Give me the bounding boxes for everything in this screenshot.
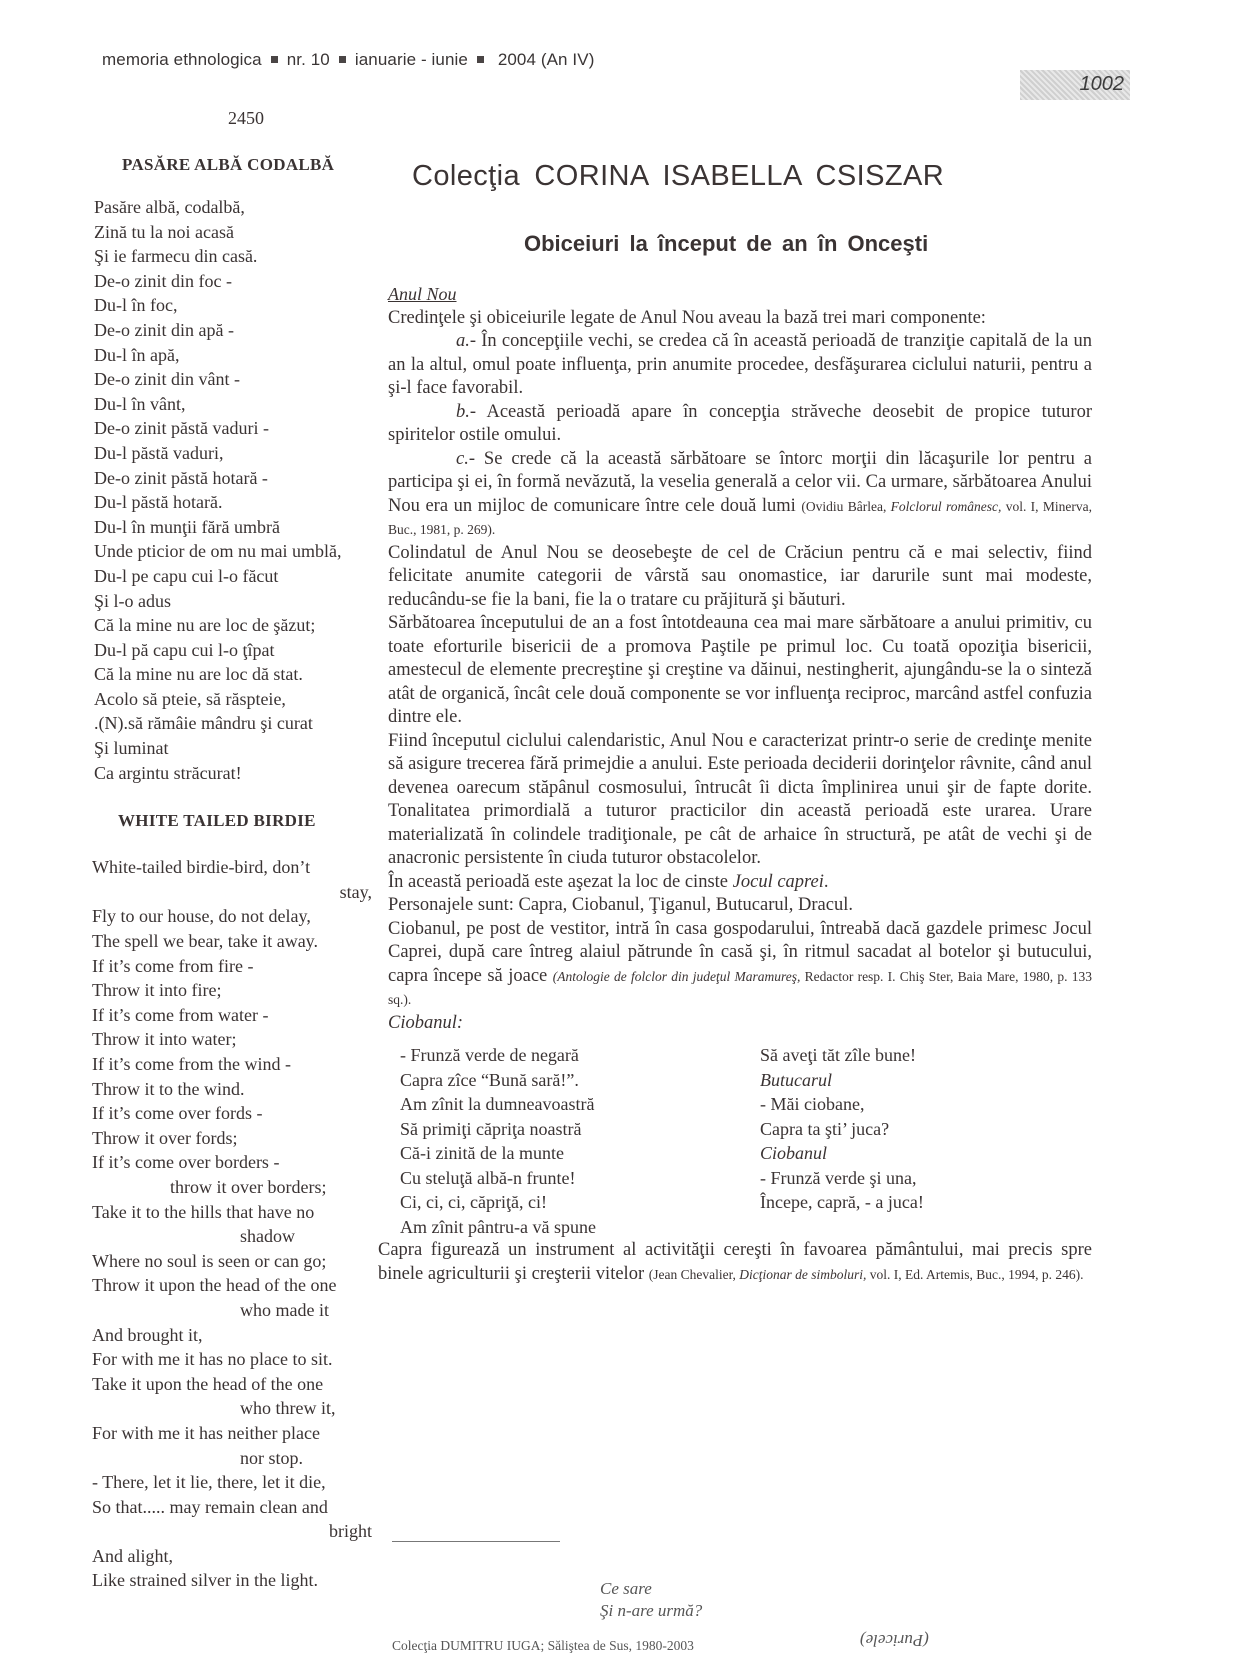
point-a: a.- În concepţiile vechi, se credea că în această perioadă de tranziţie capitală de la un an la altul, omul poate influenţa, prin anumite procedee, desfăşurarea ciclului naturii, pentru a şi-l face favorabil. [388,331,1092,398]
poem-line: Du-l păstă hotară. [94,492,223,513]
paragraph-colindat: Colindatul de Anul Nou se deosebeşte de cel de Crăciun pentru că e mai selectiv, fiind felicitate anumite categorii de vârstă sau onomastice, iar darurile sunt mai modeste, reducându-se fie la bani, fie la o tratare cu prăjitură şi băuturi. [388,542,1092,610]
verse-line: Am zînit la dumneavoastră [400,1094,595,1114]
paragraph-jocul-caprei: În această perioadă este aşezat la loc de cinste Jocul caprei. [388,871,829,892]
poem-line: who made it [240,1299,329,1320]
verse-line: Să primiţi căpriţa noastră [400,1118,582,1139]
verse-line: Că-i zinită de la munte [400,1143,564,1163]
poem-line: Zină tu la noi acasă [94,221,234,242]
reference-chevalier: (Jean Chevalier, Dicţionar de simboluri, vol. I, Ed. Artemis, Buc., 1994, p. 246). [648,1266,1084,1282]
verse-line: Să aveţi tăt zîle bune! [760,1045,916,1065]
journal-header [102,50,594,70]
journal-name: memoria ethnologica [102,50,262,69]
square-bullet-icon [339,56,346,63]
footnote-divider [392,1541,560,1542]
poem-line: Take it upon the head of the one [92,1373,324,1394]
collection-title: Colecţia CORINA ISABELLA CSISZAR [412,160,945,192]
poem-line: nor stop. [240,1447,303,1468]
closing-paragraph: Capra figurează un instrument al activităţii cereşti în favoarea pământului, mai precis spre binele agriculturii şi creşterii vitelor (Jean Chevalier, Dicţionar de simboluri, vol. I, Ed. Artemis, Buc., 1994, p. 246). [378,1240,1092,1284]
poem-line: So that..... may remain clean and [92,1496,328,1517]
poem-line: Du-l în munţii fără umbră [94,516,280,537]
poem-line: Acolo să pteie, să răspteie, [94,688,286,709]
poem-line: And brought it, [92,1324,203,1345]
poem-line: White-tailed birdie-bird, don’t [92,857,311,878]
poem-line: Throw it upon the head of the one [92,1275,337,1296]
verse-line: Capra zîce “Bună sară!”. [400,1069,579,1090]
poem-line: Like strained silver in the light. [92,1570,318,1591]
poem-line: Şi l-o adus [94,590,172,611]
poem-line: Unde pticior de om nu mai umblă, [94,541,342,562]
verse-line: - Frunză verde şi una, [760,1167,917,1188]
verse-line: Ci, ci, ci, căpriţă, ci! [400,1192,547,1212]
riddle [600,1578,702,1622]
reference-barlea: (Ovidiu Bârlea, Folclorul românesc, vol. I, Minerva, Buc., 1981, p. 269). [388,498,1092,537]
poem-line: For with me it has neither place [92,1422,320,1443]
page-number: 1002 [1020,70,1130,100]
riddle-answer-upside-down: (Puricele) [860,1631,929,1650]
left-column [82,155,382,1593]
poem-english [92,855,372,1593]
poem-line: Du-l în apă, [94,344,180,365]
verse-line: Am zînit pântru-a vă spune [400,1216,596,1237]
verse-line: - Măi ciobane, [760,1094,865,1114]
poem-line: Pasăre albă, codalbă, [94,197,245,217]
footer-collection: Colecţia DUMITRU IUGA; Sălіştea de Sus, 1980-2003 [392,1638,694,1653]
poem-line: Că la mine nu are loc de şăzut; [94,615,316,636]
poem-line: who threw it, [240,1398,336,1419]
goat-verses [400,1043,1092,1239]
poem-line: If it’s come over fords - [92,1103,263,1124]
poem-line: And alight, [92,1545,173,1566]
poem-line: Throw it to the wind. [92,1078,245,1099]
verse-line: Cu steluţă albă-n frunte! [400,1167,576,1188]
intro-paragraph: Credinţele şi obiceiurile legate de Anul Nou aveau la bază trei mari componente: [388,307,986,328]
poem-line: Throw it into water; [92,1029,237,1050]
poem-line: throw it over borders; [170,1176,327,1197]
poem-line: .(N).să rămâie mândru şi curat [94,713,313,734]
poem-line: shadow [240,1226,295,1247]
poem-line: De-o zinit din vânt - [94,369,240,390]
poem-line: Du-l în vânt, [94,393,186,414]
poem-line: Că la mine nu are loc dă stat. [94,664,303,685]
issue-period: ianuarie - iunie [354,50,468,69]
poem-line: Ca argintu străcurat! [94,762,242,783]
poem-title-romanian: PASĂRE ALBĂ CODALBĂ [122,155,335,174]
riddle-line-2: Şi n-are urmă? [600,1601,703,1620]
poem-line: If it’s come from water - [92,1004,269,1025]
speaker-label: Ciobanul: [388,1012,464,1033]
poem-line: If it’s come from fire - [92,955,254,976]
square-bullet-icon [271,56,278,63]
poem-line: Where no soul is seen or can go; [92,1250,327,1271]
main-column [378,160,1092,1286]
poem-line: For with me it has no place to sit. [92,1349,333,1370]
poem-line: De-o zinit păstă hotară - [94,467,268,488]
poem-title-english: WHITE TAILED BIRDIE [118,811,316,831]
riddle-line-1: Ce sare [600,1579,652,1598]
poem-line: De-o zinit din apă - [94,319,234,340]
verse-line: Începe, capră, - a juca! [760,1192,924,1212]
paragraph-personaje: Personajele sunt: Capra, Ciobanul, Ţiganul, Butucarul, Dracul. [388,895,853,915]
poem-line: The spell we bear, take it away. [92,931,319,952]
paragraph-ciclul: Fiind începutul ciclului calendaristic, Anul Nou e caracterizat printr-o serie de credinţe menite să asigure trecerea fără primejdie a anului. Este perioada deciderii dorinţelor râvnite, când anul devenea oarecum stăpânul cosmosului, întrucât îi dicta împlinirea unui şir de fapte dorite. Tonalitatea primordială a tuturor practicilor din această perioadă este urarea. Urare materializată în colindele tradiţionale, pe cât de arhaice în structură, pe atât de vechi şi de anacronic persistente în ciuda tuturor obstacolelor. [388,730,1092,868]
reference-antologie: (Antologie de folclor din judeţul Maramureş, Redactor resp. I. Chiş Ster, Baia Mare, 1980, p. 133 sq.). [388,968,1092,1007]
speaker-name: Butucarul [760,1069,832,1090]
poem-line: stay, [339,881,372,902]
poem-line: Şi ie farmecu din casă. [94,246,258,267]
poem-line: If it’s come over borders - [92,1152,280,1173]
section-label: Anul Nou [388,284,457,304]
poem-line: De-o zinit păstă vaduri - [94,418,269,439]
point-c: c.- Se crede că la această sărbătoare se întorc morţii din lăcaşurile lor pentru a participa şi ei, în formă nevăzută, la veselia generală a celor vii. Ca urmare, sărbătoarea Anului Nou era un mijloc de comunicare între cele două lumi (Ovidiu Bârlea, Folclorul românesc, vol. I, Minerva, Buc., 1981, p. 269). [388,448,1092,537]
poem-line: Şi luminat [94,738,169,759]
verse-line: - Frunză verde de negară [400,1045,579,1065]
verses-column-1 [400,1043,760,1239]
paragraph-ciobanul: Ciobanul, pe post de vestitor, intră în casa gospodarului, întreabă dacă gazdele primesc Jocul Caprei, după care întreg alaiul pătrunde în casă şi, în ritmul sacadat al botelor şi butucului, capra începe să joace (Antologie de folclor din judeţul Maramureş, Redactor resp. I. Chiş Ster, Baia Mare, 1980, p. 133 sq.). [388,918,1092,1007]
verse-line: Capra ta şti’ juca? [760,1118,890,1139]
poem-line: Take it to the hills that have no [92,1201,315,1222]
issue-number: nr. 10 [286,50,330,69]
poem-line: Throw it into fire; [92,980,222,1001]
verses-column-2 [760,1043,1060,1239]
poem-line: Du-l pe capu cui l-o făcut [94,565,279,586]
poem-line: Throw it over fords; [92,1127,238,1148]
poem-line: bright [329,1521,372,1542]
article-title: Obiceiuri la început de an în Onceşti [524,231,929,256]
square-bullet-icon [477,56,484,63]
poem-line: If it’s come from the wind - [92,1054,291,1074]
article-body [378,283,1092,1286]
issue-year: 2004 (An IV) [497,50,595,69]
poem-romanian [94,195,382,785]
speaker-name: Ciobanul [760,1143,828,1163]
poem-line: Du-l pă capu cui l-o ţîpat [94,639,275,660]
poem-line: De-o zinit din foc - [94,270,232,291]
poem-line: Du-l păstă vaduri, [94,442,224,463]
poem-line: Du-l în foc, [94,295,178,316]
poem-line: - There, let it lie, there, let it die, [92,1472,326,1493]
item-number: 2450 [228,108,264,128]
paragraph-sarbatoarea: Sărbătoarea începutului de an a fost întotdeauna cea mai mare sărbătoare a anului primitiv, cu toate eforturile bisericii de a promova Paştile pe primul loc. Cu toată opoziţia bisericii, amestecul de elemente precreştine şi creştine va dăinui, nestingherit, ajungându-se la o sinteză atât de organică, încât cele două componente se vor influenţa reciproc, marcând astfel confuzia dintre ele. [388,613,1092,727]
point-b: b.- Această perioadă apare în concepţia străveche deosebit de propice tuturor spiritelor ostile omului. [388,401,1092,445]
poem-line: Fly to our house, do not delay, [92,906,311,927]
